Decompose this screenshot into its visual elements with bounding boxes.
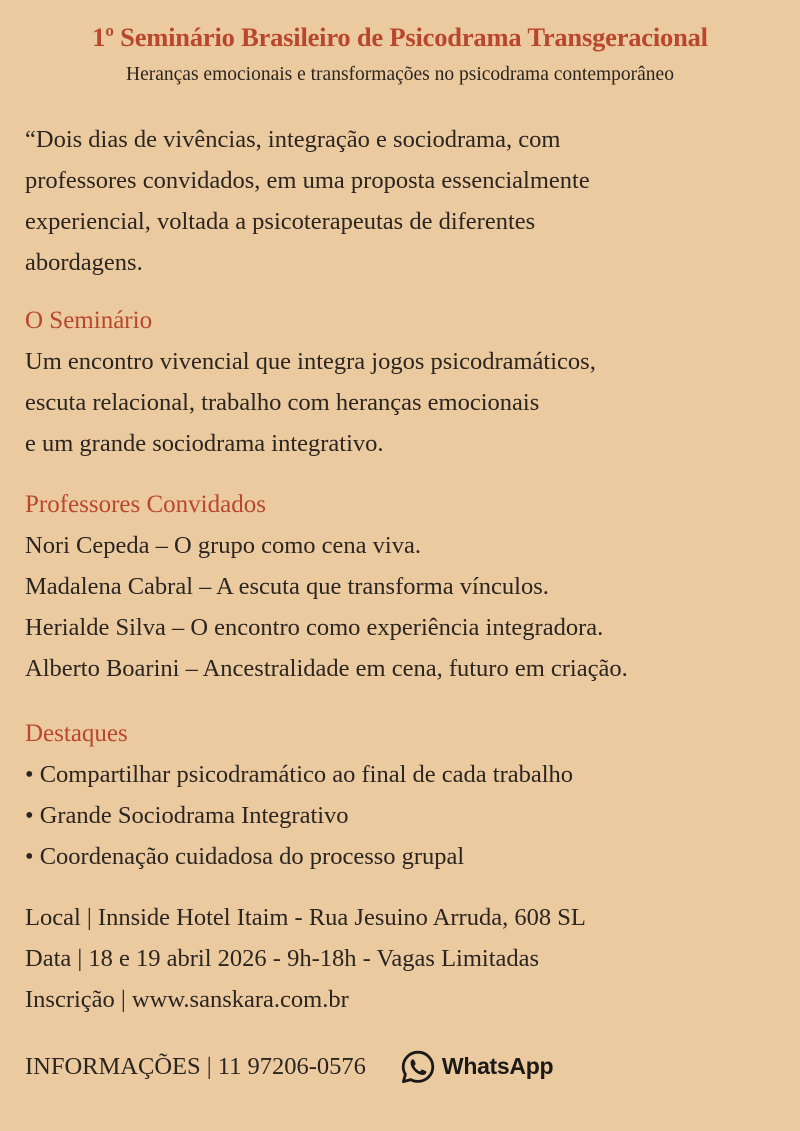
section-heading-professores: Professores Convidados (25, 491, 266, 518)
section-professores (25, 484, 795, 689)
section-details (25, 897, 795, 1020)
intro-line: experiencial, voltada a psicoterapeutas de diferentes (25, 208, 536, 235)
seminario-line: escuta relacional, trabalho com heranças emocionais (25, 389, 540, 416)
destaque-item: • Grande Sociodrama Integrativo (25, 802, 349, 829)
contact-info: INFORMAÇÕES | 11 97206-0576 (25, 1052, 366, 1080)
detail-data: Data | 18 e 19 abril 2026 - 9h-18h - Vagas Limitadas (25, 945, 540, 972)
section-destaques (25, 713, 795, 877)
intro-line: abordagens. (25, 249, 143, 276)
professor-item: Nori Cepeda – O grupo como cena viva. (25, 532, 421, 559)
section-heading-destaques: Destaques (25, 720, 128, 747)
seminario-line: e um grande sociodrama integrativo. (25, 430, 384, 457)
intro-paragraph (25, 119, 785, 283)
section-seminario (25, 300, 795, 464)
page-subtitle: Heranças emocionais e transformações no psicodrama contemporâneo (126, 64, 674, 85)
detail-local: Local | Innside Hotel Itaim - Rua Jesuino Arruda, 608 SL (25, 904, 586, 931)
professor-item: Madalena Cabral – A escuta que transforma vínculos. (25, 573, 549, 600)
intro-line: professores convidados, em uma proposta essencialmente (25, 167, 590, 194)
destaque-item: • Coordenação cuidadosa do processo grupal (25, 843, 465, 870)
whatsapp-label: WhatsApp (441, 1053, 554, 1079)
seminario-line: Um encontro vivencial que integra jogos psicodramáticos, (25, 348, 596, 375)
whatsapp-link[interactable] (400, 1049, 553, 1085)
section-heading-seminario: O Seminário (25, 307, 153, 334)
intro-line: “Dois dias de vivências, integração e sociodrama, com (25, 126, 561, 153)
destaque-item: • Compartilhar psicodramático ao final de cada trabalho (25, 761, 574, 788)
detail-inscricao: Inscrição | www.sanskara.com.br (25, 986, 349, 1013)
page-title: 1º Seminário Brasileiro de Psicodrama Transgeracional (92, 22, 708, 52)
contact-row (25, 1046, 553, 1087)
professor-item: Herialde Silva – O encontro como experiência integradora. (25, 614, 604, 641)
whatsapp-icon (400, 1049, 436, 1085)
professor-item: Alberto Boarini – Ancestralidade em cena, futuro em criação. (25, 655, 628, 682)
